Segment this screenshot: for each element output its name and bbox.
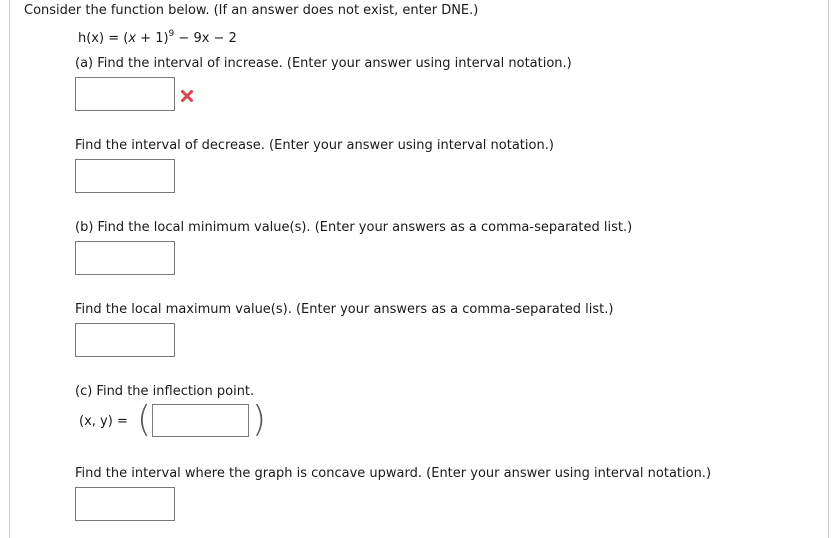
close-paren: )	[252, 399, 267, 440]
increase-interval-input[interactable]	[75, 77, 175, 111]
inflection-point-input[interactable]	[152, 404, 249, 437]
function-definition	[78, 29, 237, 46]
question-intro: Consider the function below. (If an answer does not exist, enter DNE.)	[24, 3, 479, 18]
function-paren: (	[123, 31, 129, 46]
local-max-input[interactable]	[75, 323, 175, 357]
function-lhs: h(x)	[78, 31, 105, 46]
decrease-prompt: Find the interval of decrease. (Enter your answer using interval notation.)	[75, 138, 554, 153]
local-min-input[interactable]	[75, 241, 175, 275]
xy-label-text: (x, y)	[79, 414, 113, 429]
decrease-interval-input[interactable]	[75, 159, 175, 193]
function-tail: − 9x − 2	[174, 31, 237, 46]
xy-equals: =	[116, 414, 128, 429]
increase-prompt: (a) Find the interval of increase. (Enter your answer using interval notation.)	[75, 56, 572, 71]
function-equals: =	[108, 31, 120, 46]
local-min-prompt: (b) Find the local minimum value(s). (Enter your answers as a comma-separated list.)	[75, 220, 633, 235]
xy-label	[79, 414, 128, 429]
concave-up-input[interactable]	[75, 487, 175, 521]
local-max-prompt: Find the local maximum value(s). (Enter your answers as a comma-separated list.)	[75, 302, 614, 317]
inflection-prompt: (c) Find the inflection point.	[75, 384, 255, 399]
function-exponent: 9	[168, 29, 175, 39]
function-var: x	[128, 31, 137, 46]
concave-up-prompt: Find the interval where the graph is concave upward. (Enter your answer using interval notation.)	[75, 466, 712, 481]
open-paren: (	[137, 399, 152, 440]
x-mark-icon	[180, 89, 194, 103]
function-plus-one: + 1)	[136, 31, 169, 46]
